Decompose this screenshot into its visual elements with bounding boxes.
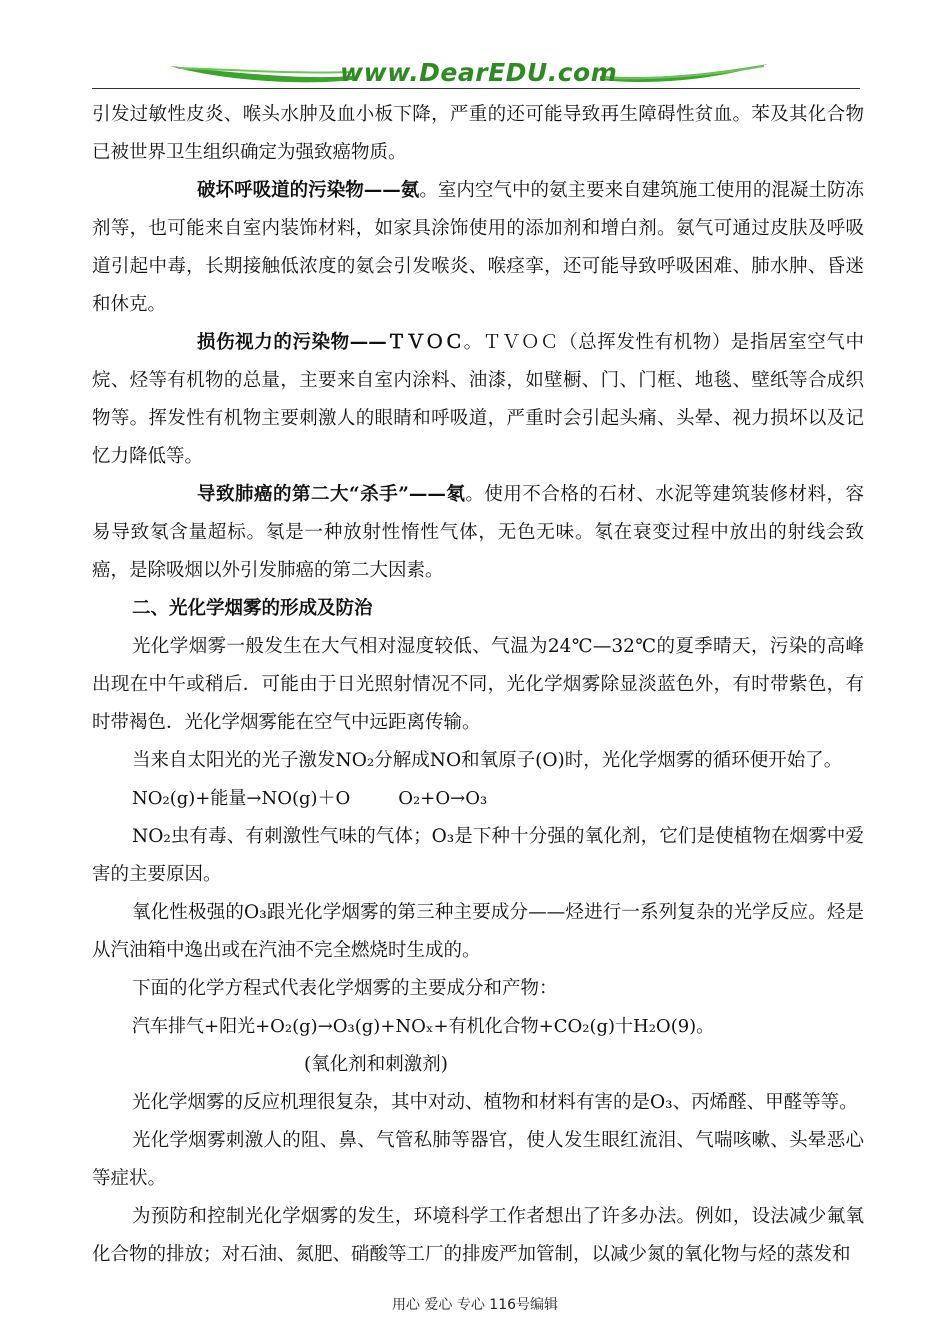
paragraph-prevention: 为预防和控制光化学烟雾的发生，环境科学工作者想出了许多办法。例如，设法减少氟氧化合物的排放；对石油、氮肥、硝酸等工厂的排废严加管制，以减少氮的氧化物与烃的蒸发和 bbox=[92, 1206, 864, 1265]
equation-1 bbox=[92, 780, 864, 818]
paragraph-mechanism: 光化学烟雾的反应机理很复杂，其中对动、植物和材料有害的是O₃、丙烯醛、甲醛等等。 bbox=[132, 1092, 858, 1113]
paragraph-symptoms: 光化学烟雾刺激人的阻、鼻、气管私肺等器官，使人发生眼红流泪、气喘咳嗽、头晕恶心等症状。 bbox=[92, 1130, 864, 1189]
ammonia-text: 。室内空气中的氨主要来自建筑施工使用的混凝土防冻剂等，也可能来自室内装饰材料，如家具涂饰使用的添加剂和增白剂。氨气可通过皮肤及呼吸道引起中毒，长期接触低浓度的氨会引发喉炎、喉痉挛，还可能导致呼吸困难、肺水肿、昏迷和休克。 bbox=[92, 180, 864, 315]
paragraph-smog-intro: 光化学烟雾一般发生在大气相对湿度较低、气温为24℃—32℃的夏季晴天，污染的高峰出现在中午或稍后．可能由于日光照射情况不同，光化学烟雾除显淡蓝色外，有时带紫色，有时带褐色．光化学烟雾能在空气中远距离传输。 bbox=[92, 636, 864, 733]
paragraph-ammonia bbox=[92, 172, 864, 324]
section-heading bbox=[92, 590, 864, 628]
equation-1b: O₂+O→O₃ bbox=[398, 788, 488, 809]
paragraph-benzene-end: 引发过敏性皮炎、喉头水肿及血小板下降，严重的还可能导致再生障碍性贫血。苯及其化合物已被世界卫生组织确定为强致癌物质。 bbox=[92, 104, 864, 163]
page-header bbox=[0, 0, 950, 96]
radon-text: 。使用不合格的石材、水泥等建筑装修材料，容易导致氡含量超标。氡是一种放射性惰性气体，无色无味。氡在衰变过程中放出的射线会致癌，是除吸烟以外引发肺癌的第二大因素。 bbox=[92, 484, 864, 581]
tvoc-text: 。ＴＶＯＣ（总挥发性有机物）是指居室空气中烷、烃等有机物的总量，主要来自室内涂料、油漆，如壁橱、门、门框、地毯、壁纸等合成织物等。挥发性有机物主要刺激人的眼睛和呼吸道，严重时会引起头痛、头晕、视力损坏以及记忆力降低等。 bbox=[92, 332, 864, 467]
equation-1a: NO₂(g)+能量→NO(g)＋O bbox=[132, 788, 351, 809]
paragraph-tvoc bbox=[92, 324, 864, 476]
ammonia-heading: 破坏呼吸道的污染物——氨 bbox=[197, 180, 420, 201]
paragraph-hydrocarbon: 氧化性极强的O₃跟光化学烟雾的第三种主要成分——烃进行一系列复杂的光学反应。烃是从汽油箱中逸出或在汽油不完全燃烧时生成的。 bbox=[92, 902, 864, 961]
document-body bbox=[92, 96, 864, 1274]
section-heading-text: 二、光化学烟雾的形成及防治 bbox=[132, 598, 373, 619]
paragraph-equation-intro: 下面的化学方程式代表化学烟雾的主要成分和产物： bbox=[132, 978, 558, 999]
site-logo-text: www.DearEDU.com bbox=[340, 58, 618, 87]
radon-heading: 导致肺癌的第二大“杀手”——氡 bbox=[197, 484, 466, 505]
page-footer: 用心 爱心 专心 116号编辑 bbox=[391, 1297, 559, 1313]
paragraph-radon bbox=[92, 476, 864, 590]
equation-2: 汽车排气+阳光+O₂(g)→O₃(g)+NOₓ+有机化合物+CO₂(g)十H₂O(9)。 bbox=[132, 1016, 715, 1037]
paragraph-cycle-start: 当来自太阳光的光子激发NO₂分解成NO和氧原子(O)时，光化学烟雾的循环便开始了。 bbox=[132, 750, 843, 771]
paragraph-no2-o3: NO₂虫有毒、有刺激性气味的气体；O₃是下种十分强的氧化剂，它们是使植物在烟雾中爱害的主要原因。 bbox=[92, 826, 864, 885]
tvoc-heading: 损伤视力的污染物——ＴＶＯＣ bbox=[197, 332, 464, 353]
header-rule bbox=[92, 88, 860, 89]
equation-2-note: (氧化剂和刺激剂) bbox=[304, 1054, 448, 1075]
